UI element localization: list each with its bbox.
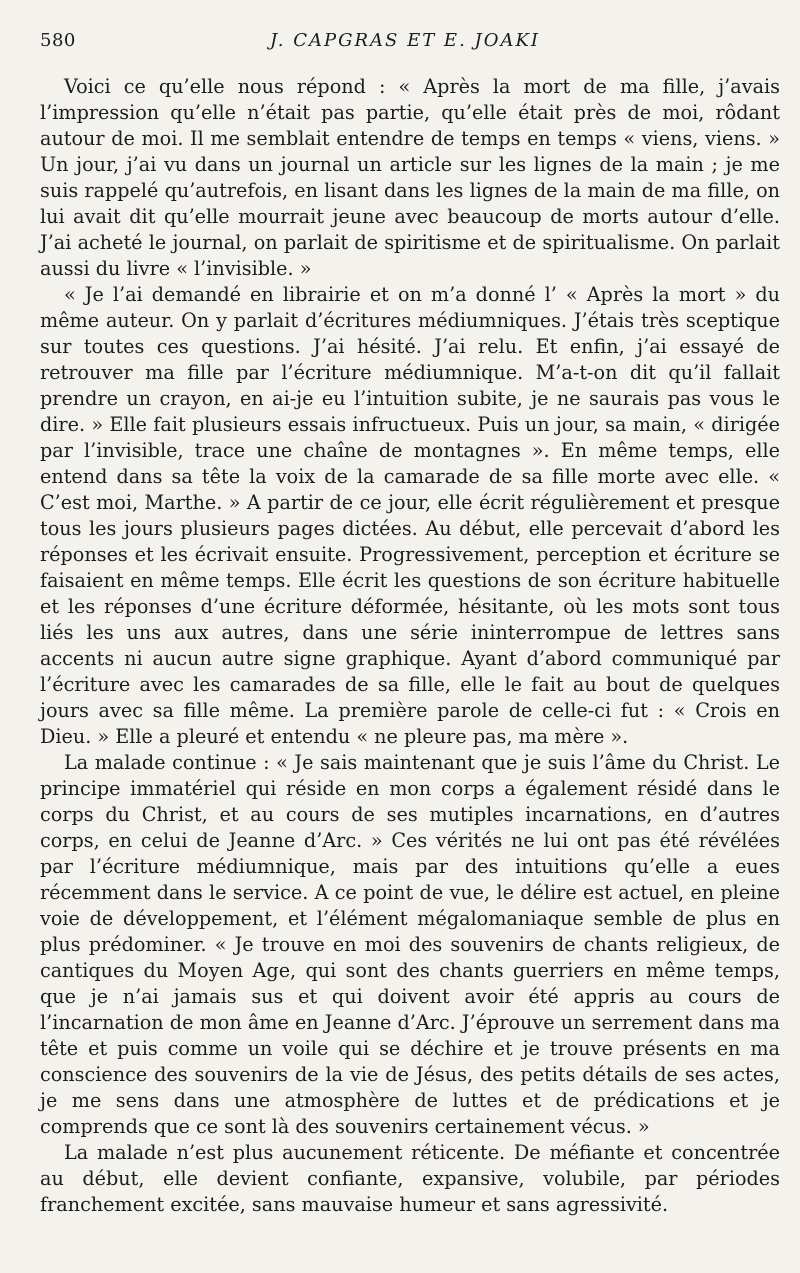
running-head: J. CAPGRAS ET E. JOAKI	[269, 30, 541, 51]
paragraph-3: La malade continue : « Je sais maintenant que je suis l’âme du Christ. Le principe immatériel qui réside en mon corps a également résidé dans le corps du Christ, et au cours de ses mutiples incarnations, en d’autres corps, en celui de Jeanne d’Arc. » Ces vérités ne lui ont pas été révélées par l’écriture médiumnique, mais par des intuitions qu’elle a eues récemment dans le service. A ce point de vue, le délire est actuel, en pleine voie de développement, et l’élément mégalomaniaque semble de plus en plus prédominer. « Je trouve en moi des souvenirs de chants religieux, de cantiques du Moyen Age, qui sont des chants guerriers en même temps, que je n’ai jamais sus et qui doivent avoir été appris au cours de l’incarnation de mon âme en Jeanne d’Arc. J’éprouve un serrement dans ma tête et puis comme un voile qui se déchire et je trouve présents en ma conscience des souvenirs de la vie de Jésus, des petits détails de ses actes, je me sens dans une atmosphère de luttes et de prédications et je comprends que ce sont là des souvenirs certainement vécus. »	[40, 751, 780, 1138]
paragraph-1: Voici ce qu’elle nous répond : « Après la mort de ma fille, j’avais l’impression qu’elle n’était pas partie, qu’elle était près de moi, rôdant autour de moi. Il me semblait entendre de temps en temps « viens, viens. » Un jour, j’ai vu dans un journal un article sur les lignes de la main ; je me suis rappelé qu’autrefois, en lisant dans les lignes de la main de ma fille, on lui avait dit qu’elle mourrait jeune avec beaucoup de morts autour d’elle. J’ai acheté le journal, on parlait de spiritisme et de spiritualisme. On parlait aussi du livre « l’invisible. »	[40, 75, 780, 280]
paragraph-4: La malade n’est plus aucunement réticente. De méfiante et concentrée au début, elle devient confiante, expansive, volubile, par périodes franchement excitée, sans mauvaise humeur et sans agressivité.	[40, 1141, 780, 1216]
body-text	[40, 74, 780, 1218]
page-number: 580	[40, 30, 76, 51]
page-header	[40, 30, 770, 60]
paragraph-2: « Je l’ai demandé en librairie et on m’a donné l’ « Après la mort » du même auteur. On y parlait d’écritures médiumniques. J’étais très sceptique sur toutes ces questions. J’ai hésité. J’ai relu. Et enfin, j’ai essayé de retrouver ma fille par l’écriture médiumnique. M’a-t-on dit qu’il fallait prendre un crayon, en ai-je eu l’intuition subite, je ne saurais pas vous le dire. » Elle fait plusieurs essais infructueux. Puis un jour, sa main, « dirigée par l’invisible, trace une chaîne de montagnes ». En même temps, elle entend dans sa tête la voix de la camarade de sa fille morte avec elle. « C’est moi, Marthe. » A partir de ce jour, elle écrit régulièrement et presque tous les jours plusieurs pages dictées. Au début, elle percevait d’abord les réponses et les écrivait ensuite. Progressivement, perception et écriture se faisaient en même temps. Elle écrit les questions de son écriture habituelle et les réponses d’une écriture déformée, hésitante, où les mots sont tous liés les uns aux autres, dans une série ininterrompue de lettres sans accents ni aucun autre signe graphique. Ayant d’abord communiqué par l’écriture avec les camarades de sa fille, elle le fait au bout de quelques jours avec sa fille même. La première parole de celle-ci fut : « Crois en Dieu. » Elle a pleuré et entendu « ne pleure pas, ma mère ».	[40, 283, 780, 748]
